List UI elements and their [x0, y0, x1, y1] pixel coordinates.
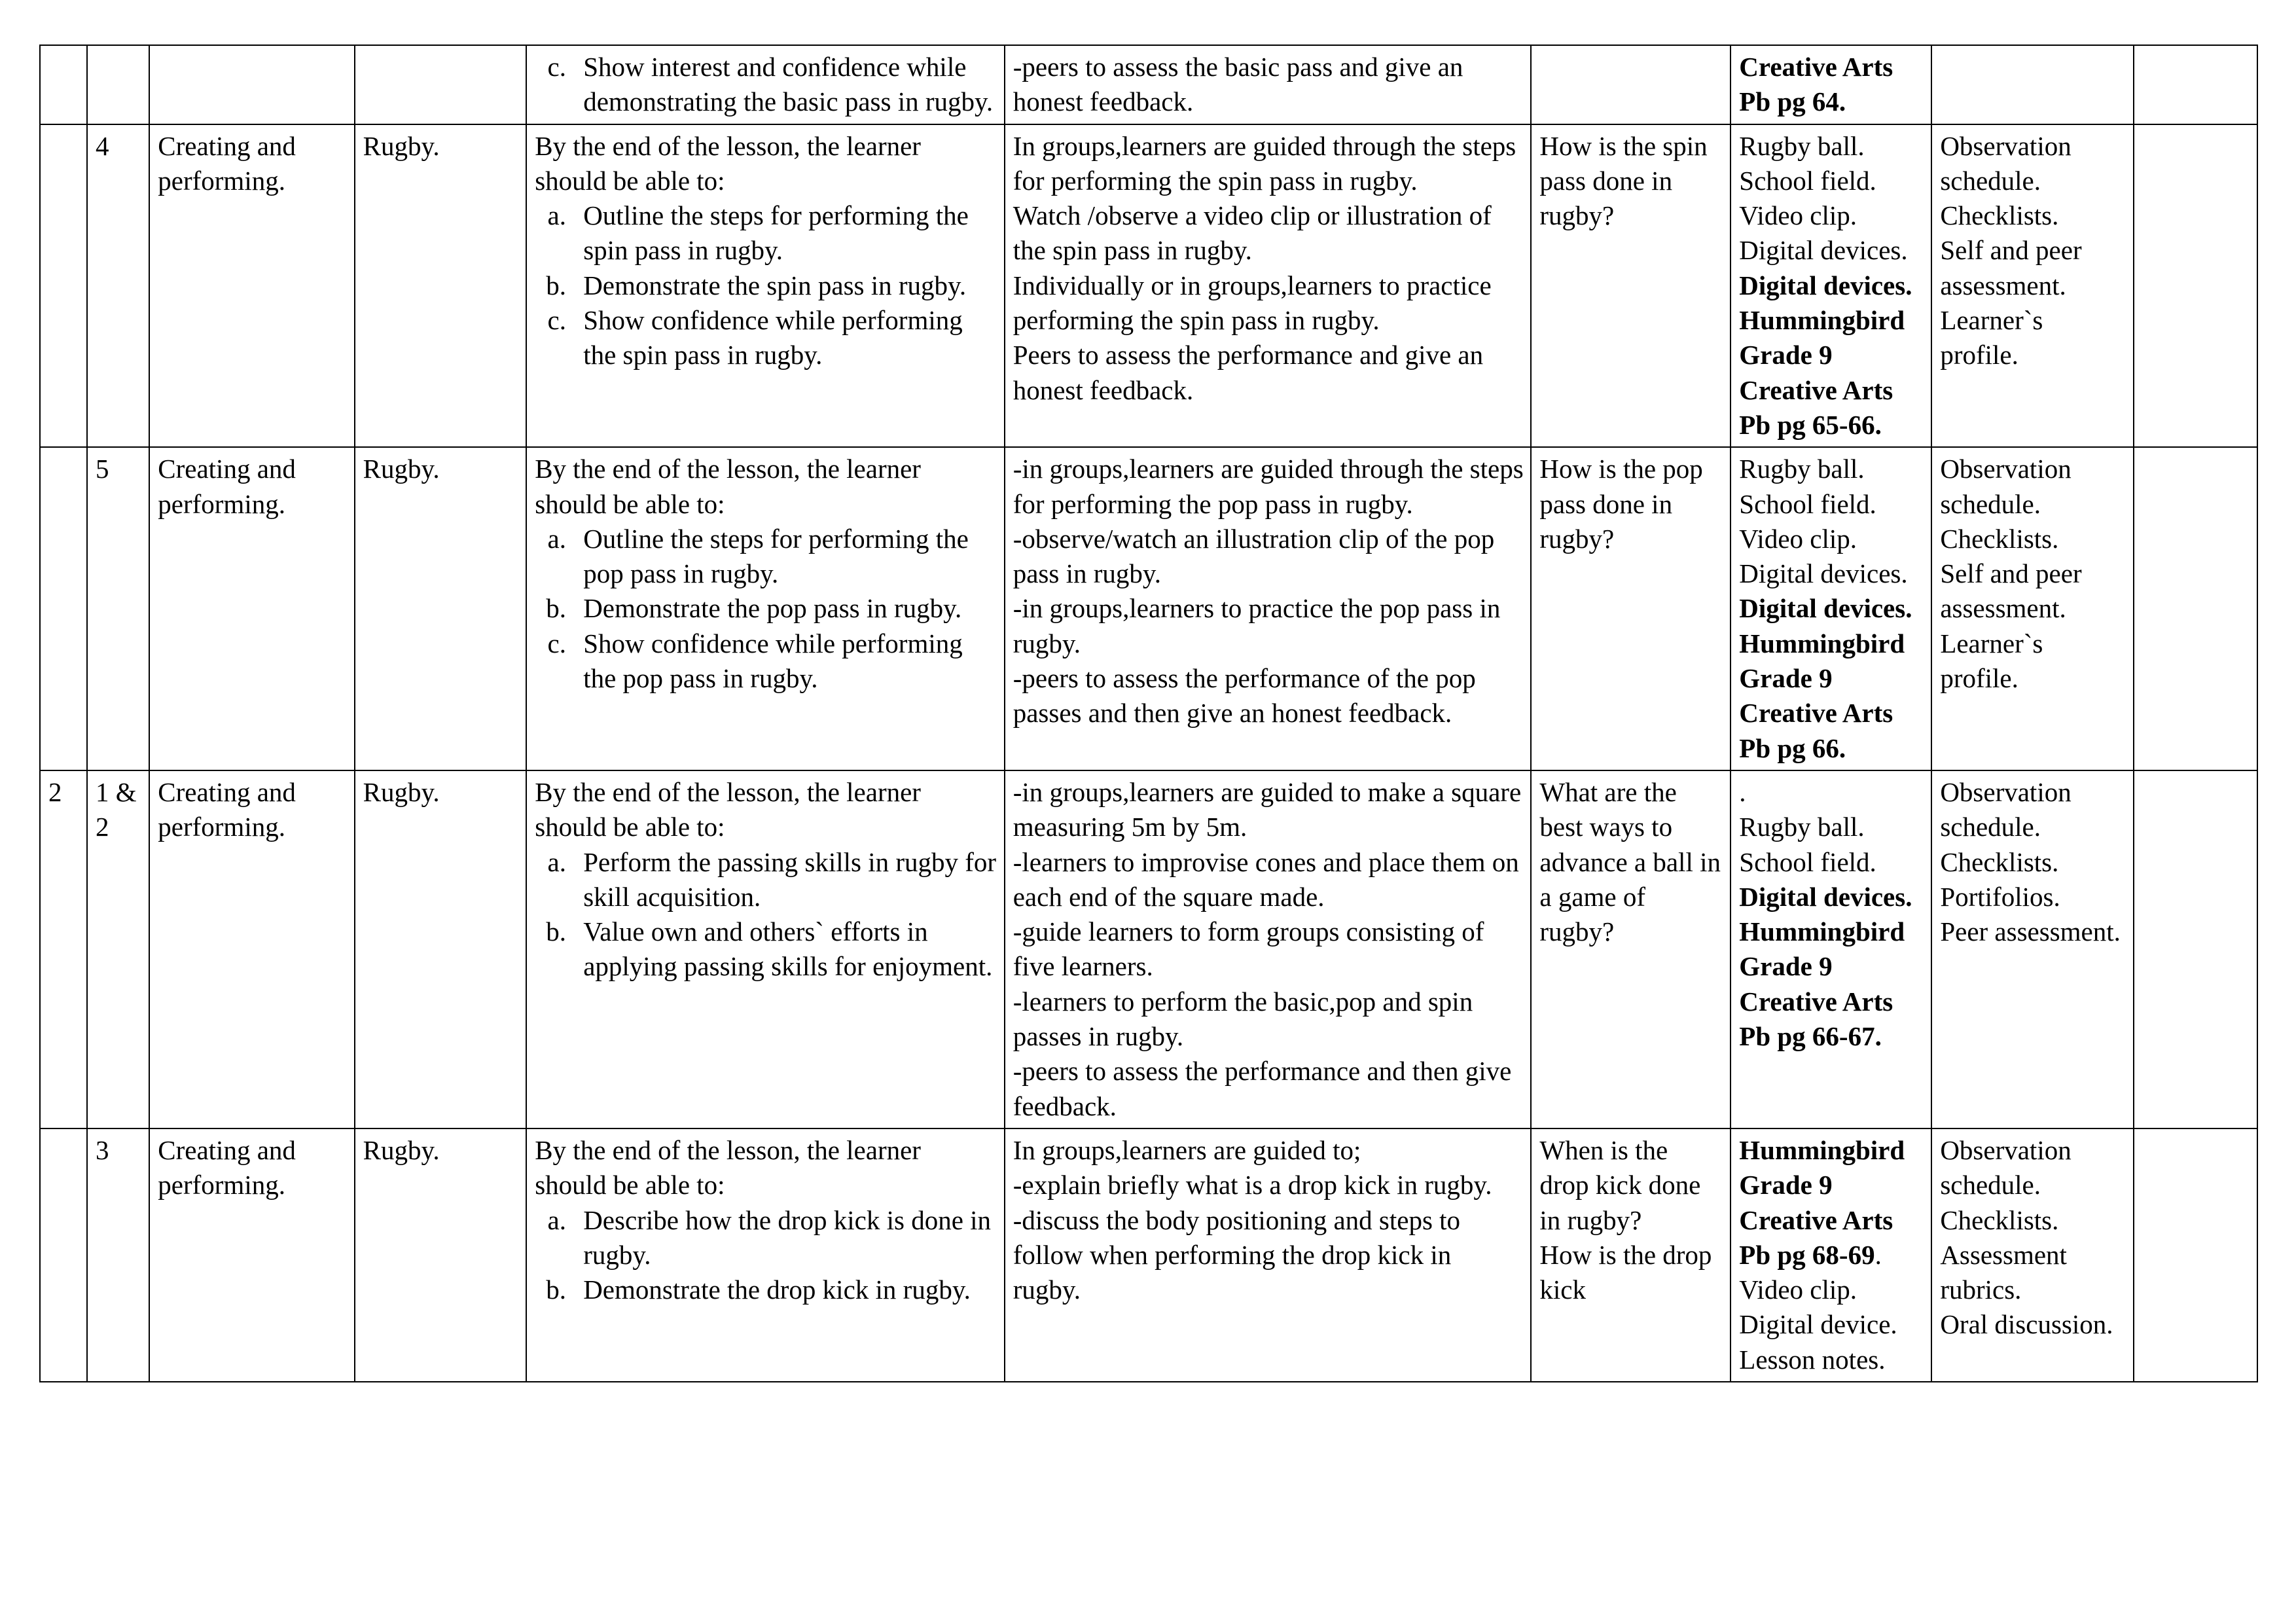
cell-learning-resources: [1731, 1128, 1931, 1382]
experience-line: -peers to assess the performance and then give feedback.: [1013, 1056, 1512, 1121]
cell-week: [40, 1128, 87, 1382]
cell-sub-strand: [355, 45, 527, 124]
table-row: [40, 124, 2257, 448]
resource-line: School field.: [1739, 488, 1876, 519]
cell-learning-outcomes: [526, 770, 1005, 1128]
cell-key-inquiry: [1531, 124, 1731, 448]
experience-line: -in groups,learners to practice the pop pass in rugby.: [1013, 593, 1501, 659]
assessment-line: Peer assessment.: [1940, 916, 2121, 947]
cell-reflection: [2134, 1128, 2257, 1382]
scheme-of-work-table: [39, 45, 2258, 1382]
cell-learning-resources: [1731, 45, 1931, 124]
resource-line-bold: Digital devices.: [1739, 270, 1912, 300]
resource-line-mixed: [1739, 1343, 1924, 1377]
experience-line: -guide learners to form groups consisting of five learners.: [1013, 916, 1484, 982]
cell-assessment-methods: [1931, 124, 2134, 448]
cell-learning-outcomes: [526, 124, 1005, 448]
cell-assessment-methods: [1931, 447, 2134, 770]
resource-line: Video clip.: [1739, 200, 1857, 231]
experience-line: In groups,learners are guided to;: [1013, 1134, 1361, 1165]
assessment-line: Learner`s profile.: [1940, 305, 2043, 370]
experience-line: -discuss the body positioning and steps to follow when performing the drop kick in rugby.: [1013, 1204, 1461, 1305]
cell-learning-experiences: [1005, 770, 1532, 1128]
outcome-item: a. Outline the steps for performing the spin pass in rugby.: [573, 198, 997, 268]
outcome-item: b. Demonstrate the spin pass in rugby.: [573, 268, 997, 303]
key-inquiry-line: How is the pop pass done in rugby?: [1539, 454, 1703, 554]
outcome-item: c. Show confidence while performing the pop pass in rugby.: [573, 626, 997, 696]
cell-learning-experiences: [1005, 447, 1532, 770]
cell-lesson: 4: [87, 124, 149, 448]
cell-week: [40, 124, 87, 448]
cell-learning-outcomes: [526, 1128, 1005, 1382]
resource-line: School field.: [1739, 846, 1876, 877]
cell-reflection: [2134, 45, 2257, 124]
table-row: [40, 770, 2257, 1128]
resource-line: Digital devices.: [1739, 558, 1908, 589]
experience-line: Peers to assess the performance and give an honest feedback.: [1013, 340, 1484, 405]
table-row: [40, 447, 2257, 770]
key-inquiry-line: How is the drop kick: [1539, 1239, 1712, 1305]
outcome-item: a. Outline the steps for performing the pop pass in rugby.: [573, 522, 997, 592]
cell-sub-strand: Rugby.: [355, 447, 527, 770]
key-inquiry-line: When is the drop kick done in rugby?: [1539, 1134, 1701, 1235]
cell-strand: Creating and performing.: [149, 1128, 354, 1382]
experience-line: -observe/watch an illustration clip of the pop pass in rugby.: [1013, 523, 1495, 589]
resource-line-bold: Pb pg 64.: [1739, 86, 1846, 117]
cell-sub-strand: Rugby.: [355, 124, 527, 448]
cell-learning-experiences: [1005, 1128, 1532, 1382]
cell-learning-outcomes: [526, 45, 1005, 124]
cell-learning-resources: [1731, 770, 1931, 1128]
resource-line-bold: Hummingbird Grade 9 Creative Arts Pb pg 66.: [1739, 628, 1905, 763]
outcome-item: a. Perform the passing skills in rugby for skill acquisition.: [573, 845, 997, 915]
cell-key-inquiry: [1531, 1128, 1731, 1382]
table-row: [40, 45, 2257, 124]
resource-line-mixed: [1739, 1272, 1924, 1307]
experience-line: Watch /observe a video clip or illustration of the spin pass in rugby.: [1013, 200, 1492, 266]
outcomes-list: [535, 522, 997, 696]
resource-line-bold: Digital devices.: [1739, 593, 1912, 624]
outcomes-list: [535, 198, 997, 372]
cell-strand: Creating and performing.: [149, 447, 354, 770]
cell-learning-resources: [1731, 124, 1931, 448]
outcome-item: b. Demonstrate the pop pass in rugby.: [573, 591, 997, 626]
cell-week: 2: [40, 770, 87, 1128]
outcomes-list: [535, 1203, 997, 1308]
cell-assessment-methods: [1931, 770, 2134, 1128]
experience-line: Individually or in groups,learners to practice performing the spin pass in rugby.: [1013, 270, 1492, 336]
experience-line: -in groups,learners are guided through the steps for performing the pop pass in rugby.: [1013, 454, 1524, 519]
resource-line-mixed: [1739, 1133, 1924, 1272]
key-inquiry-line: What are the best ways to advance a ball in a game of rugby?: [1539, 776, 1721, 947]
resource-line-bold: Hummingbird Grade 9 Creative Arts Pb pg 65-66.: [1739, 305, 1905, 440]
assessment-line: Portifolios.: [1940, 881, 2060, 912]
cell-lesson: 5: [87, 447, 149, 770]
experience-line: In groups,learners are guided through the steps for performing the spin pass in rugby.: [1013, 130, 1516, 196]
assessment-line: Oral discussion.: [1940, 1309, 2113, 1340]
cell-key-inquiry: [1531, 447, 1731, 770]
experience-line: -learners to perform the basic,pop and spin passes in rugby.: [1013, 986, 1473, 1052]
cell-assessment-methods: [1931, 45, 2134, 124]
outcomes-list: [535, 845, 997, 984]
resource-plain-part: .: [1874, 1239, 1882, 1270]
cell-lesson: 1 & 2: [87, 770, 149, 1128]
assessment-line: Learner`s profile.: [1940, 628, 2043, 694]
outcomes-lead: By the end of the lesson, the learner should be able to:: [535, 130, 921, 196]
outcome-item: c. Show interest and confidence while demonstrating the basic pass in rugby.: [573, 50, 997, 120]
assessment-line: Observation schedule.: [1940, 454, 2072, 519]
outcome-item: c. Show confidence while performing the spin pass in rugby.: [573, 303, 997, 373]
resource-line: School field.: [1739, 165, 1876, 196]
resource-line: Video clip.: [1739, 523, 1857, 554]
assessment-line: Observation schedule.: [1940, 776, 2072, 842]
experience-line: -explain briefly what is a drop kick in rugby.: [1013, 1170, 1492, 1200]
cell-lesson: 3: [87, 1128, 149, 1382]
cell-learning-outcomes: [526, 447, 1005, 770]
cell-sub-strand: Rugby.: [355, 770, 527, 1128]
resource-line-mixed: [1739, 1307, 1924, 1342]
outcome-item: b. Value own and others` efforts in applying passing skills for enjoyment.: [573, 914, 997, 984]
cell-strand: [149, 45, 354, 124]
assessment-line: Observation schedule.: [1940, 130, 2072, 196]
cell-reflection: [2134, 124, 2257, 448]
cell-key-inquiry: [1531, 45, 1731, 124]
resource-line: Digital devices.: [1739, 235, 1908, 266]
outcome-item: a. Describe how the drop kick is done in rugby.: [573, 1203, 997, 1273]
outcomes-lead: By the end of the lesson, the learner should be able to:: [535, 454, 921, 519]
outcomes-lead: By the end of the lesson, the learner should be able to:: [535, 1134, 921, 1200]
assessment-line: Observation schedule.: [1940, 1134, 2072, 1200]
experience-line: -peers to assess the performance of the pop passes and then give an honest feedback.: [1013, 663, 1476, 729]
resource-line-bold: Digital devices.: [1739, 881, 1912, 912]
cell-learning-experiences: [1005, 124, 1532, 448]
resource-line: Rugby ball.: [1739, 812, 1865, 842]
cell-reflection: [2134, 447, 2257, 770]
cell-strand: Creating and performing.: [149, 770, 354, 1128]
cell-strand: Creating and performing.: [149, 124, 354, 448]
outcome-item: b. Demonstrate the drop kick in rugby.: [573, 1272, 997, 1307]
assessment-line: Self and peer assessment.: [1940, 558, 2082, 624]
resource-line: Rugby ball.: [1739, 454, 1865, 484]
table-row: [40, 1128, 2257, 1382]
experience-line: -learners to improvise cones and place them on each end of the square made.: [1013, 846, 1519, 912]
resource-line: .: [1739, 776, 1746, 807]
resource-plain-part: Lesson notes.: [1739, 1344, 1886, 1375]
resource-bold-part: Hummingbird Grade 9 Creative Arts Pb pg 68-69: [1739, 1134, 1905, 1270]
assessment-line: Self and peer assessment.: [1940, 235, 2082, 300]
outcomes-lead: By the end of the lesson, the learner should be able to:: [535, 776, 921, 842]
cell-week: [40, 45, 87, 124]
experience-line: -in groups,learners are guided to make a square measuring 5m by 5m.: [1013, 776, 1522, 842]
assessment-line: Checklists.: [1940, 523, 2059, 554]
cell-assessment-methods: [1931, 1128, 2134, 1382]
key-inquiry-line: How is the spin pass done in rugby?: [1539, 130, 1708, 231]
resource-plain-part: Digital device.: [1739, 1309, 1897, 1340]
resource-line: Rugby ball.: [1739, 130, 1865, 161]
cell-lesson: [87, 45, 149, 124]
cell-reflection: [2134, 770, 2257, 1128]
experience-line: -peers to assess the basic pass and give an honest feedback.: [1013, 52, 1463, 117]
cell-sub-strand: Rugby.: [355, 1128, 527, 1382]
resource-line-bold: Creative Arts: [1739, 52, 1893, 82]
resource-line-bold: Hummingbird Grade 9 Creative Arts Pb pg 66-67.: [1739, 916, 1905, 1052]
assessment-line: Checklists.: [1940, 846, 2059, 877]
assessment-line: Checklists.: [1940, 200, 2059, 231]
cell-learning-resources: [1731, 447, 1931, 770]
table-body: [40, 45, 2257, 1382]
assessment-line: Assessment rubrics.: [1940, 1239, 2067, 1305]
cell-week: [40, 447, 87, 770]
resource-plain-part: Video clip.: [1739, 1274, 1857, 1305]
cell-key-inquiry: [1531, 770, 1731, 1128]
assessment-line: Checklists.: [1940, 1204, 2059, 1235]
cell-learning-experiences: [1005, 45, 1532, 124]
outcomes-list: [535, 50, 997, 120]
